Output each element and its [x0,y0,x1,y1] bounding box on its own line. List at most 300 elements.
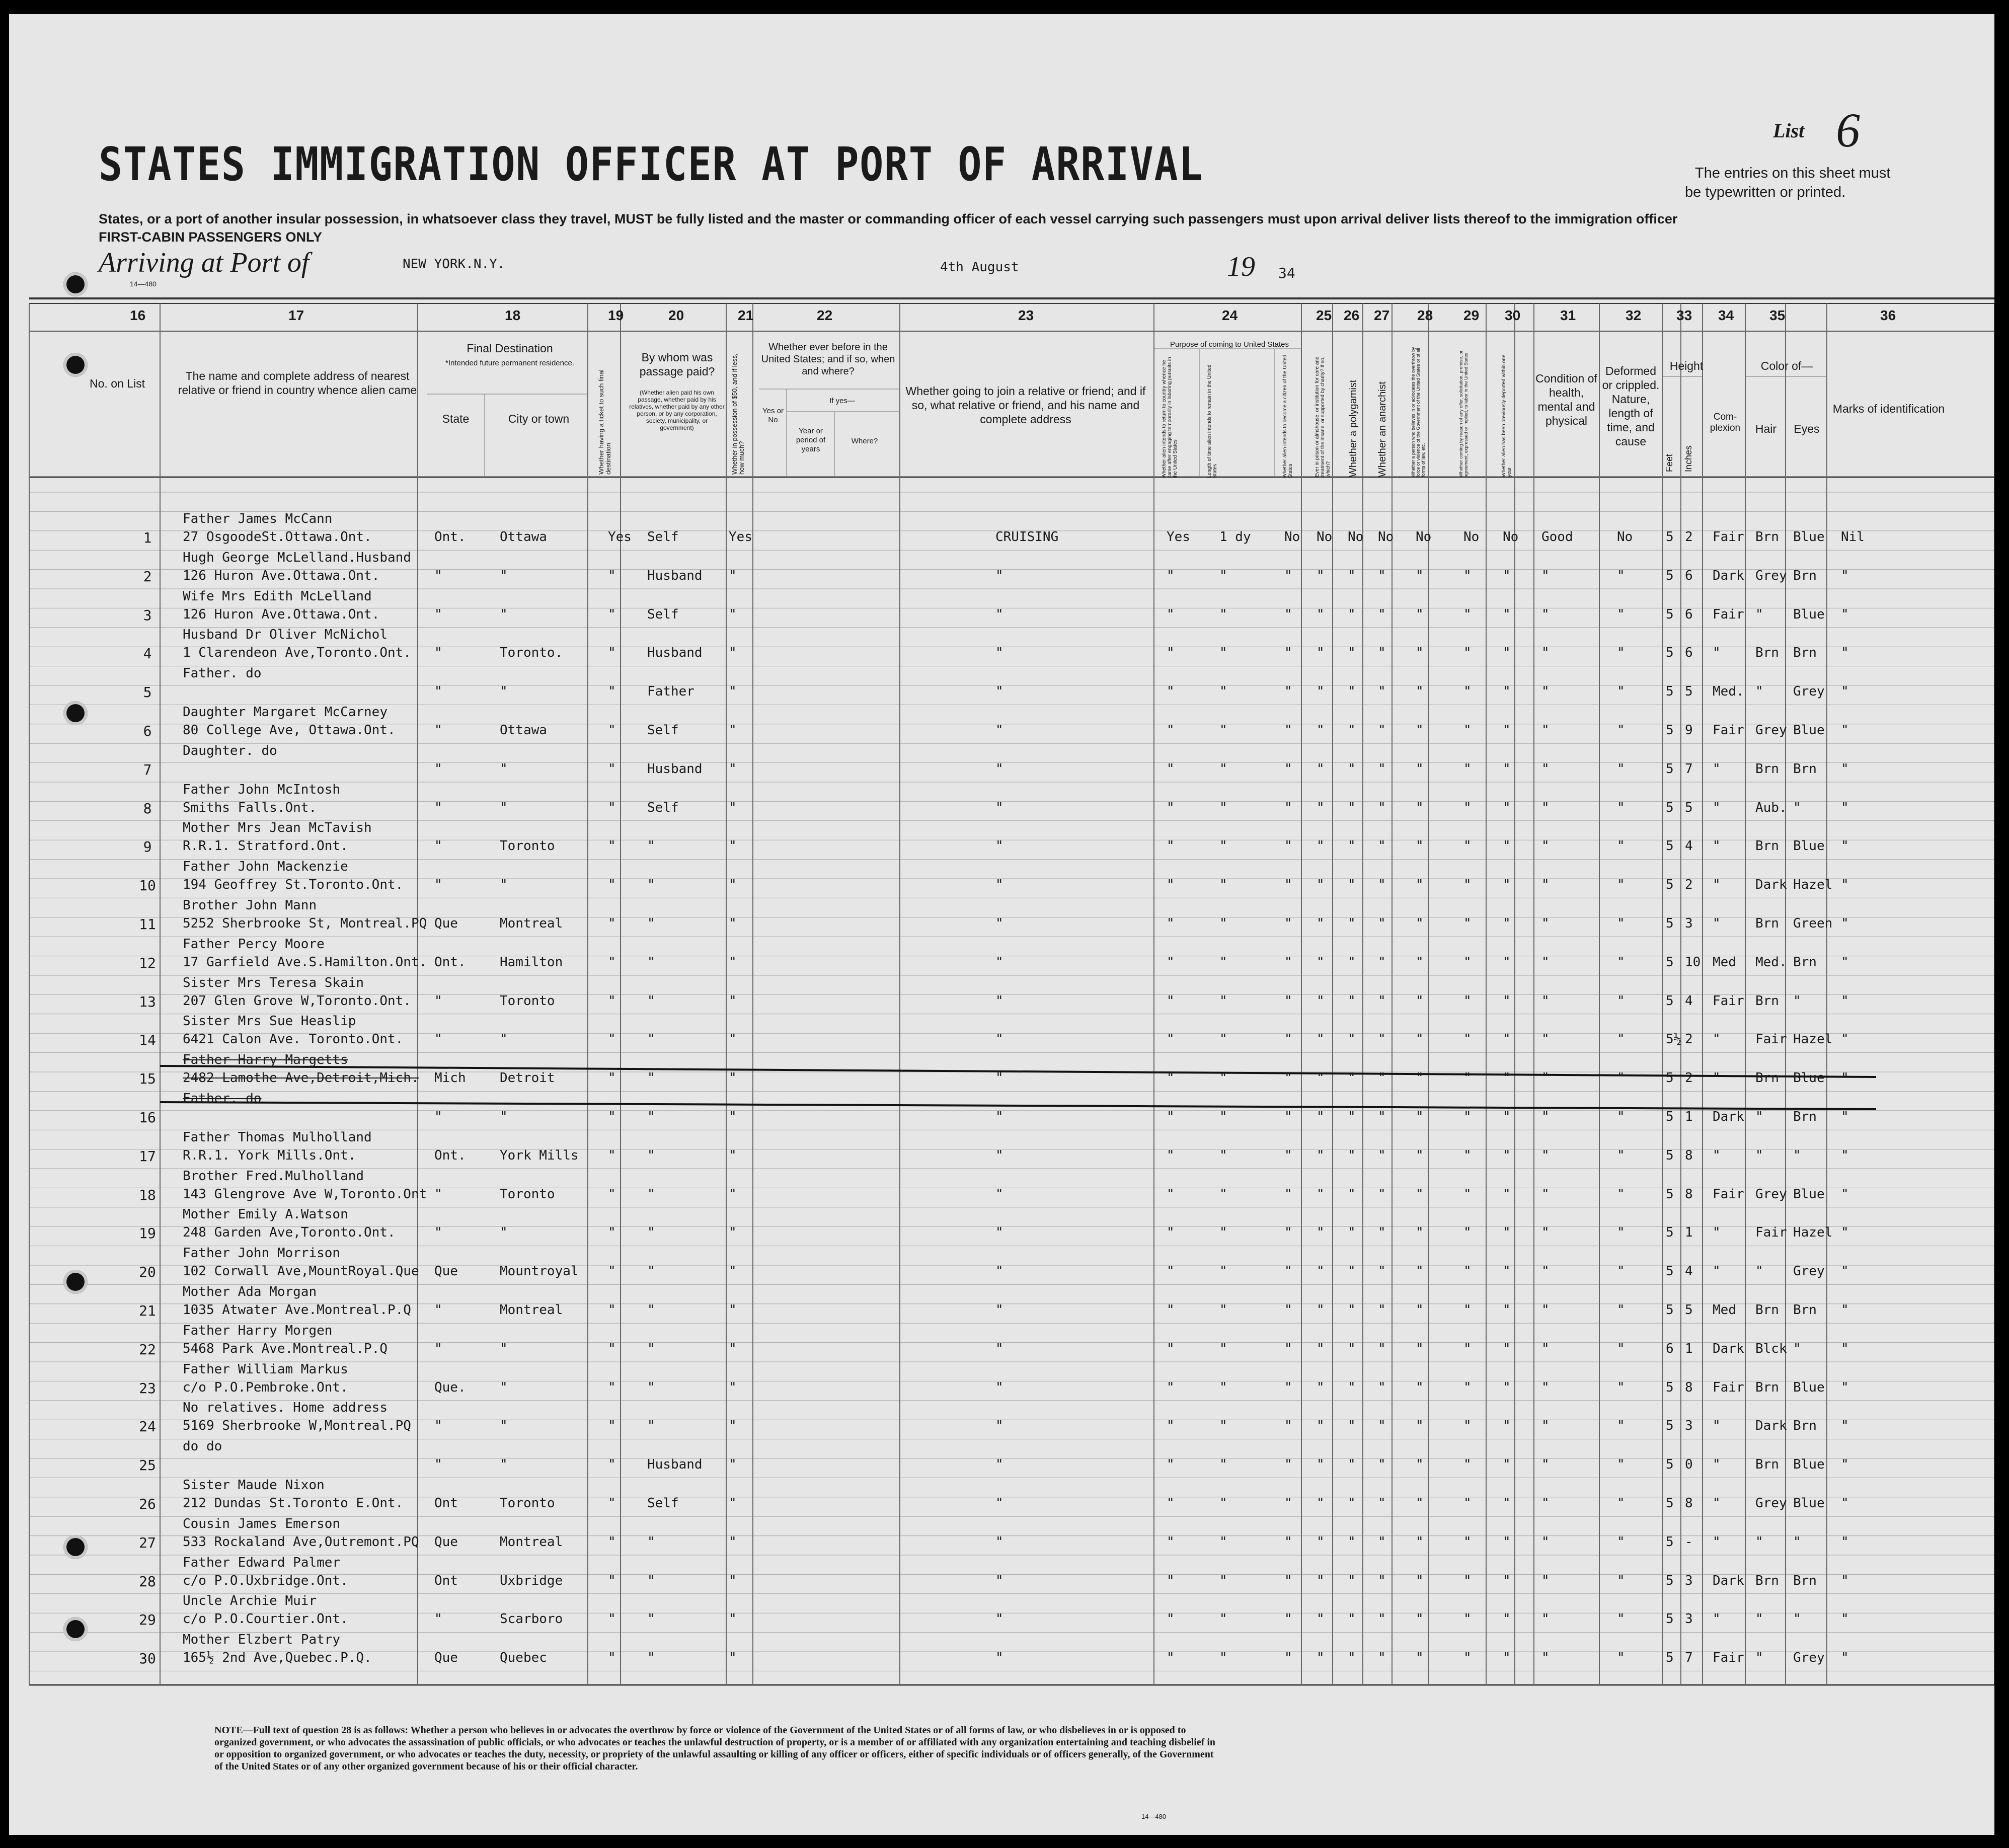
ticket-cell: " [608,1032,616,1047]
health-cell: " [1541,645,1550,661]
polygamist-cell: " [1348,645,1356,661]
city-cell: Toronto [500,1186,555,1202]
contract-cell: " [1463,1032,1472,1047]
footnote-form-number: 14—480 [1141,1813,1167,1820]
binder-hole [63,1270,88,1294]
passage-paid-cell: " [647,916,655,931]
height-inches-cell: 8 [1685,1379,1693,1395]
contract-cell: " [1463,645,1472,661]
city-cell: Toronto [500,993,555,1009]
relative-name: Brother Fred.Mulholland [183,1168,364,1184]
state-cell: " [434,1611,442,1627]
hdr-where: Where? [851,437,878,445]
height-inches-cell: 2 [1685,1070,1693,1086]
passage-paid-cell: " [647,1534,655,1550]
purpose-return-cell: " [1167,1341,1175,1356]
deported-cell: " [1503,1611,1511,1627]
column-number-29: 29 [1463,307,1480,323]
anarchist-cell: " [1378,1302,1386,1318]
deported-cell: " [1503,1225,1511,1241]
ticket-cell: " [608,993,616,1009]
complexion-cell: " [1713,1457,1721,1473]
relative-address: 5169 Sherbrooke W,Montreal.PQ [183,1418,411,1434]
hair-cell: Fair [1755,1032,1787,1047]
column-number-36: 36 [1880,307,1896,323]
marks-cell: " [1841,645,1849,661]
hdr-year-period: Year or period of years [796,427,826,453]
purpose-return-cell: " [1167,1573,1175,1588]
deformed-cell: " [1617,568,1625,583]
passage-paid-cell: Husband [647,568,703,583]
ticket-cell: " [608,1341,616,1356]
city-cell: " [500,761,508,777]
purpose-citizen-cell: " [1284,1534,1292,1550]
relative-address: 126 Huron Ave.Ottawa.Ont. [183,606,380,622]
anarchist-cell: " [1378,1225,1386,1241]
typewritten-note: The entries on this sheet must [1695,165,1891,181]
relative-name: Daughter Margaret McCarney [183,705,388,720]
relative-address: c/o P.O.Courtier.Ont. [183,1611,348,1627]
money-cell: " [729,1264,737,1279]
city-cell: Uxbridge [500,1573,563,1588]
relative-address: 2482 Lamothe Ave,Detroit,Mich. [183,1070,419,1086]
deported-cell: " [1503,1109,1511,1124]
hair-cell: Brn [1755,1379,1779,1395]
health-cell: " [1541,1032,1550,1047]
overthrow-cell: " [1416,1070,1424,1086]
hdr-if-yes: If yes— [829,397,855,405]
relative-name: Father John McIntosh [183,782,341,797]
deformed-cell: " [1617,1573,1625,1588]
overthrow-cell: " [1416,1573,1424,1588]
deformed-cell: " [1617,1147,1625,1163]
marks-cell: " [1841,1611,1849,1627]
instructions: States, or a port of another insular possession, in whatsoever class they travel, MUST be fully listed and the master or commanding officer of each vessel carrying such passengers must upon arrival deliver lists thereof to the immigration officer [99,211,1678,226]
row-number: 17 [139,1147,156,1165]
ticket-cell: " [608,606,616,622]
state-cell: " [434,723,442,738]
hdr-purpose: Purpose of coming to United States [1170,340,1289,349]
ticket-cell: " [608,1379,616,1395]
marks-cell: " [1841,1070,1849,1086]
contract-cell: " [1463,568,1472,583]
contract-cell: " [1463,1341,1472,1356]
contract-cell: " [1463,1186,1472,1202]
money-cell: " [729,1379,737,1395]
state-cell: " [434,1418,442,1434]
contract-cell: " [1463,684,1472,700]
hair-cell: " [1755,1109,1763,1124]
polygamist-cell: " [1348,1611,1356,1627]
prison-cell: " [1317,1264,1325,1279]
marks-cell: " [1841,993,1849,1009]
height-inches-cell: 0 [1685,1457,1693,1473]
column-number-32: 32 [1626,307,1642,323]
height-feet-cell: 5 [1666,1186,1674,1202]
row-number: 23 [139,1379,156,1397]
relative-name: Father Thomas Mulholland [183,1129,372,1145]
health-cell: " [1541,1650,1550,1666]
purpose-length-cell: " [1219,1070,1227,1086]
state-cell: " [434,993,442,1009]
ticket-cell: " [608,954,616,970]
prison-cell: " [1317,723,1325,738]
overthrow-cell: " [1416,1032,1424,1047]
health-cell: " [1541,800,1550,815]
ticket-cell: " [608,645,616,661]
joining-cell: " [995,800,1003,815]
height-feet-cell: 5 [1666,1225,1674,1241]
complexion-cell: " [1713,1147,1721,1163]
height-feet-cell: 5 [1666,1070,1674,1086]
port-value: NEW YORK.N.Y. [403,257,505,272]
column-number-23: 23 [1018,307,1034,323]
prison-cell: " [1317,1418,1325,1434]
anarchist-cell: " [1378,1186,1386,1202]
height-inches-cell: 5 [1685,800,1693,815]
health-cell: " [1541,1070,1550,1086]
contract-cell: " [1463,1070,1472,1086]
complexion-cell: " [1713,1534,1721,1550]
height-feet-cell: 5 [1666,993,1674,1009]
state-cell: Que [434,1534,458,1550]
height-inches-cell: 6 [1685,568,1693,583]
height-feet-cell: 5 [1666,1534,1674,1550]
overthrow-cell: " [1416,993,1424,1009]
purpose-length-cell: " [1219,1186,1227,1202]
money-cell: " [729,1147,737,1163]
marks-cell: " [1841,800,1849,815]
eyes-cell: " [1793,1341,1801,1356]
prison-cell: " [1317,1496,1325,1511]
city-cell: Toronto [500,1496,555,1511]
marks-cell: " [1841,916,1849,931]
height-feet-cell: 5 [1666,1457,1674,1473]
height-inches-cell: 8 [1685,1496,1693,1511]
passage-paid-cell: Self [647,606,679,622]
complexion-cell: " [1713,1225,1721,1241]
row-number: 28 [139,1573,156,1590]
health-cell: " [1541,1379,1550,1395]
overthrow-cell: " [1416,1109,1424,1124]
city-cell: " [500,1457,508,1473]
relative-address: 6421 Calon Ave. Toronto.Ont. [183,1032,404,1047]
relative-address: 212 Dundas St.Toronto E.Ont. [183,1496,404,1511]
polygamist-cell: " [1348,1534,1356,1550]
hdr-purpose-length: Length of time alien intends to remain in the United States [1207,364,1218,478]
ticket-cell: Yes [608,529,632,545]
purpose-return-cell: " [1167,1225,1175,1241]
city-cell: " [500,568,508,583]
deported-cell: " [1503,1032,1511,1047]
eyes-cell: Brn [1793,645,1817,661]
row-number: 10 [139,877,156,894]
city-cell: Quebec [500,1650,547,1666]
ticket-cell: " [608,1457,616,1473]
height-feet-cell: 5 [1666,529,1674,545]
city-cell: Montreal [500,1534,563,1550]
purpose-citizen-cell: " [1284,1650,1292,1666]
passage-paid-cell: " [647,1032,655,1047]
purpose-citizen-cell: " [1284,1457,1292,1473]
relative-name: Mother Elzbert Patry [183,1632,341,1648]
passage-paid-cell: " [647,1070,655,1086]
hair-cell: " [1755,1650,1763,1666]
purpose-citizen-cell: No [1284,529,1300,545]
hdr-anarchist: Whether an anarchist [1377,381,1388,477]
purpose-length-cell: 1 dy [1219,529,1251,545]
joining-cell: " [995,1534,1003,1550]
polygamist-cell: " [1348,1573,1356,1588]
purpose-return-cell: " [1167,877,1175,893]
row-number: 30 [139,1650,156,1667]
health-cell: " [1541,1302,1550,1318]
city-cell: Detroit [500,1070,555,1086]
health-cell: " [1541,993,1550,1009]
anarchist-cell: " [1378,954,1386,970]
polygamist-cell: " [1348,838,1356,854]
money-cell: " [729,954,737,970]
joining-cell: " [995,606,1003,622]
hdr-no-on-list: No. on List [90,377,145,390]
passage-paid-cell: " [647,1186,655,1202]
health-cell: " [1541,761,1550,777]
column-number-27: 27 [1374,307,1390,323]
health-cell: " [1541,568,1550,583]
relative-name: No relatives. Home address [183,1400,388,1416]
eyes-cell: Hazel [1793,877,1833,893]
prison-cell: " [1317,684,1325,700]
deported-cell: " [1503,1457,1511,1473]
money-cell: " [729,1496,737,1511]
passage-paid-cell: " [647,1225,655,1241]
contract-cell: " [1463,761,1472,777]
purpose-length-cell: " [1219,684,1227,700]
height-feet-cell: 5 [1666,800,1674,815]
purpose-return-cell: " [1167,761,1175,777]
relative-address: 102 Corwall Ave,MountRoyal.Que [183,1264,419,1279]
purpose-length-cell: " [1219,1341,1227,1356]
relative-address: R.R.1. York Mills.Ont. [183,1147,356,1163]
joining-cell: " [995,645,1003,661]
hair-cell: Blck [1755,1341,1787,1356]
health-cell: " [1541,1186,1550,1202]
purpose-citizen-cell: " [1284,1418,1292,1434]
relative-name: Uncle Archie Muir [183,1593,317,1609]
marks-cell: " [1841,761,1849,777]
health-cell: " [1541,1264,1550,1279]
polygamist-cell: " [1348,723,1356,738]
complexion-cell: Dark [1713,568,1744,583]
deported-cell: " [1503,1534,1511,1550]
overthrow-cell: " [1416,916,1424,931]
marks-cell: " [1841,568,1849,583]
hair-cell: Brn [1755,529,1779,545]
state-cell: Ont. [434,954,466,970]
binder-hole [63,1535,88,1559]
ticket-cell: " [608,1611,616,1627]
purpose-citizen-cell: " [1284,1186,1292,1202]
anarchist-cell: " [1378,1341,1386,1356]
row-number: 19 [139,1225,156,1242]
contract-cell: " [1463,1109,1472,1124]
purpose-return-cell: " [1167,723,1175,738]
anarchist-cell: " [1378,1070,1386,1086]
passage-paid-cell: " [647,954,655,970]
anarchist-cell: " [1378,1032,1386,1047]
relative-name: Father. do [183,1091,262,1106]
polygamist-cell: " [1348,1032,1356,1047]
anarchist-cell: " [1378,761,1386,777]
eyes-cell: Blue [1793,529,1825,545]
arrival-date: 4th August [940,260,1019,275]
passage-paid-cell: " [647,1109,655,1124]
purpose-citizen-cell: " [1284,723,1292,738]
purpose-return-cell: " [1167,606,1175,622]
purpose-return-cell: " [1167,1457,1175,1473]
height-feet-cell: 5 [1666,1109,1674,1124]
deformed-cell: " [1617,800,1625,815]
polygamist-cell: " [1348,916,1356,931]
eyes-cell: Blue [1793,1496,1825,1511]
height-feet-cell: 5 [1666,877,1674,893]
money-cell: " [729,1302,737,1318]
overthrow-cell: " [1416,684,1424,700]
state-cell: " [434,800,442,815]
joining-cell: " [995,838,1003,854]
relative-address: 1 Clarendeon Ave,Toronto.Ont. [183,645,411,661]
prison-cell: No [1317,529,1333,545]
arriving-label: Arriving at Port of [99,247,310,278]
anarchist-cell: " [1378,916,1386,931]
contract-cell: " [1463,1302,1472,1318]
passage-paid-cell: " [647,838,655,854]
state-cell: " [434,1109,442,1124]
relative-name: Wife Mrs Edith McLelland [183,588,372,604]
relative-address: 207 Glen Grove W,Toronto.Ont. [183,993,411,1009]
height-inches-cell: 3 [1685,1573,1693,1588]
ticket-cell: " [608,723,616,738]
deported-cell: " [1503,1186,1511,1202]
polygamist-cell: " [1348,1186,1356,1202]
purpose-length-cell: " [1219,1496,1227,1511]
purpose-length-cell: " [1219,954,1227,970]
deported-cell: " [1503,1650,1511,1666]
contract-cell: " [1463,1457,1472,1473]
ticket-cell: " [608,1225,616,1241]
passage-paid-cell: Husband [647,645,703,661]
purpose-citizen-cell: " [1284,877,1292,893]
binder-hole [63,701,88,725]
money-cell: " [729,1186,737,1202]
hdr-marks: Marks of identification [1832,402,1945,415]
height-feet-cell: 5 [1666,1264,1674,1279]
prison-cell: " [1317,1341,1325,1356]
state-cell: " [434,1457,442,1473]
eyes-cell: Green [1793,916,1833,931]
marks-cell: " [1841,877,1849,893]
overthrow-cell: " [1416,1496,1424,1511]
purpose-return-cell: " [1167,954,1175,970]
purpose-citizen-cell: " [1284,1109,1292,1124]
prison-cell: " [1317,1147,1325,1163]
eyes-cell: Brn [1793,1109,1817,1124]
polygamist-cell: " [1348,1109,1356,1124]
city-cell: " [500,1341,508,1356]
anarchist-cell: " [1378,645,1386,661]
overthrow-cell: " [1416,645,1424,661]
purpose-return-cell: " [1167,1186,1175,1202]
hdr-before-us: Whether ever before in the United States; and if so, when and where? [761,342,895,377]
money-cell: " [729,838,737,854]
complexion-cell: " [1713,1032,1721,1047]
deformed-cell: " [1617,723,1625,738]
eyes-cell: Brn [1793,761,1817,777]
height-inches-cell: 9 [1685,723,1693,738]
height-feet-cell: 5 [1666,568,1674,583]
hair-cell: Brn [1755,1573,1779,1588]
relative-name: Father. do [183,666,262,681]
joining-cell: " [995,993,1003,1009]
relative-name: Sister Maude Nixon [183,1478,325,1493]
complexion-cell: " [1713,1264,1721,1279]
hdr-height: Height [1669,359,1704,372]
joining-cell: " [995,1341,1003,1356]
polygamist-cell: " [1348,1341,1356,1356]
purpose-citizen-cell: " [1284,568,1292,583]
prison-cell: " [1317,1225,1325,1241]
height-inches-cell: 3 [1685,1418,1693,1434]
column-number-25: 25 [1316,307,1332,323]
relative-name: do do [183,1439,222,1454]
deformed-cell: " [1617,993,1625,1009]
relative-name: Father Harry Morgen [183,1323,333,1338]
purpose-return-cell: " [1167,1418,1175,1434]
row-number: 9 [143,838,152,856]
deformed-cell: " [1617,877,1625,893]
state-cell: " [434,1225,442,1241]
money-cell: " [729,1650,737,1666]
page-title: STATES IMMIGRATION OFFICER AT PORT OF ARRIVAL [99,137,1204,191]
passage-paid-cell: " [647,1418,655,1434]
city-cell: Ottawa [500,723,547,738]
eyes-cell: " [1793,993,1801,1009]
purpose-length-cell: " [1219,877,1227,893]
relative-address: 143 Glengrove Ave W,Toronto.Ont [183,1186,427,1202]
joining-cell: " [995,1264,1003,1279]
eyes-cell: Hazel [1793,1032,1833,1047]
health-cell: " [1541,877,1550,893]
money-cell: " [729,645,737,661]
relative-address: 248 Garden Ave,Toronto.Ont. [183,1225,396,1241]
city-cell: " [500,1032,508,1047]
purpose-return-cell: " [1167,1032,1175,1047]
deported-cell: " [1503,684,1511,700]
deformed-cell: " [1617,1186,1625,1202]
purpose-return-cell: " [1167,1147,1175,1163]
overthrow-cell: " [1416,1225,1424,1241]
overthrow-cell: " [1416,1650,1424,1666]
money-cell: " [729,568,737,583]
health-cell: " [1541,1418,1550,1434]
purpose-citizen-cell: " [1284,761,1292,777]
deformed-cell: " [1617,1534,1625,1550]
contract-cell: " [1463,838,1472,854]
joining-cell: " [995,877,1003,893]
hair-cell: " [1755,606,1763,622]
hdr-city: City or town [508,412,570,425]
deformed-cell: " [1617,1341,1625,1356]
